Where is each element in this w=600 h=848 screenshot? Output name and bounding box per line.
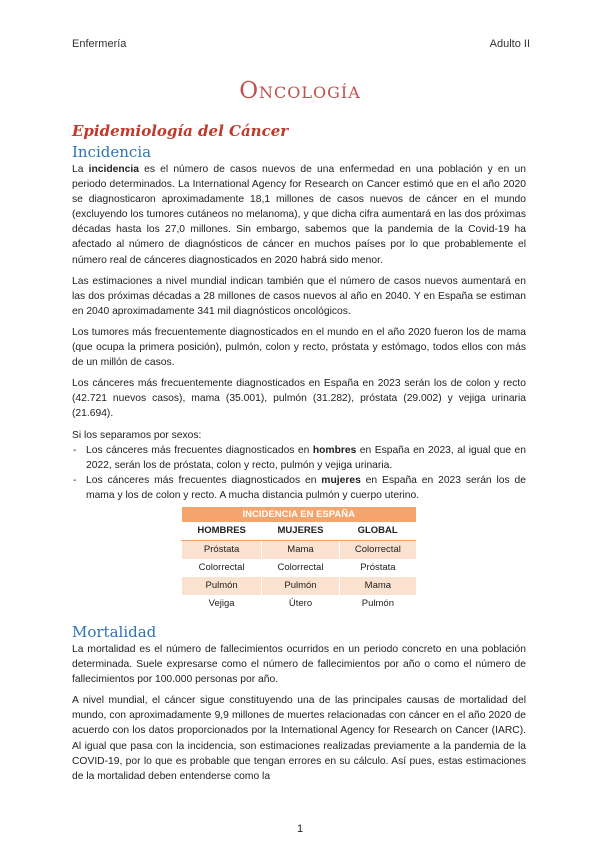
list-item-mujeres: - Los cánceres más frecuentes diagnosticados en mujeres en España en 2023 serán los de mama y los de colon y recto. A mucha distancia pulmón y cuerpo uterino. — [86, 473, 526, 503]
paragraph-tumores-mundo: Los tumores más frecuentemente diagnosticados en el mundo en el año 2020 fueron los de mama (que ocupa la primera posición), pulmón, colon y recto, próstata y estómago, todos ellos con más de un millón de casos. — [72, 326, 526, 369]
table-cell: Pulmón — [182, 577, 262, 595]
subheading-incidencia: Incidencia — [72, 143, 152, 161]
table-caption: INCIDENCIA EN ESPAÑA — [182, 507, 417, 522]
table-cell: Colorrectal — [262, 559, 340, 577]
table-row — [182, 595, 417, 613]
incidence-table — [181, 507, 416, 613]
paragraph-por-sexos: Si los separamos por sexos: — [72, 429, 202, 441]
main-content — [72, 120, 526, 790]
header-subject: Enfermería — [72, 38, 127, 50]
section-heading-epidemiologia: Epidemiología del Cáncer — [72, 122, 289, 140]
column-header-mujeres: MUJERES — [262, 522, 340, 541]
list-item-hombres: - Los cánceres más frecuentes diagnosticados en hombres en España en 2023, al igual que en 2022, serán los de próstata, colon y recto, pulmón y vejiga urinaria. — [86, 443, 526, 473]
page-number: 1 — [296, 823, 304, 835]
page-title: Oncología — [239, 78, 361, 104]
table-cell: Útero — [262, 595, 340, 613]
column-header-hombres: HOMBRES — [182, 522, 262, 541]
sex-bullet-list — [72, 443, 526, 503]
table-cell: Vejiga — [182, 595, 262, 613]
column-header-global: GLOBAL — [339, 522, 416, 541]
paragraph-mortalidad-definition: La mortalidad es el número de fallecimientos ocurridos en un periodo concreto en una población determinada. Suele expresarse como el número de fallecimientos por año o como el número de fallecimientos por 100.000 personas por año. — [72, 643, 526, 686]
table-cell: Mama — [262, 540, 340, 559]
table-cell: Pulmón — [339, 595, 416, 613]
table-row — [182, 559, 417, 577]
table-cell: Próstata — [182, 540, 262, 559]
bold-term-incidencia: incidencia — [88, 164, 139, 175]
table-cell: Próstata — [339, 559, 416, 577]
table-cell: Pulmón — [262, 577, 340, 595]
table-row — [182, 577, 417, 595]
table-cell: Mama — [339, 577, 416, 595]
table-row — [182, 540, 417, 559]
incidence-table-wrapper — [181, 507, 416, 613]
paragraph-mortalidad-mundial: A nivel mundial, el cáncer sigue constituyendo una de las principales causas de mortalidad del mundo, con aproximadamente 9,9 millones de muertes relacionadas con cáncer en el año 2020 de acuerdo con los datos proporcionados por la International Agency for Research on Cancer (IARC). Al igual que pasa con la incidencia, son estimaciones realizadas previamente a la pandemia de la COVID-19, por lo que es probable que tengan errores en su cálculo. Así pues, estas estimaciones de la mortalidad deben entenderse como la — [72, 695, 526, 782]
table-cell: Colorrectal — [339, 540, 416, 559]
table-cell: Colorrectal — [182, 559, 262, 577]
paragraph-estimaciones: Las estimaciones a nivel mundial indican también que el número de casos nuevos aumentará en las dos próximas décadas a 28 millones de casos nuevos al año en 2040. Y en España se estiman en 2040 aproximadamente 341 mil diagnósticos oncológicos. — [72, 275, 526, 317]
paragraph-incidencia-definition: La incidencia es el número de casos nuevos de una enfermedad en una población y en un periodo determinados. La International Agency for Research on Cancer estimó que en el año 2020 se diagnosticaron aproximadamente 18,1 millones de casos nuevos de cáncer en el mundo (excluyendo los tumores cutáneos no melanoma), y que dicha cifra aumentará en las dos próximas décadas hasta los 27,0 millones. Sin embargo, sabemos que la pandemia de la Covid-19 ha afectado al número de diagnósticos de cáncer en muchos países por lo que probablemente el número real de cánceres diagnosticados en 2020 habrá sido menor. — [72, 164, 526, 266]
subheading-mortalidad: Mortalidad — [72, 622, 157, 641]
header-course: Adulto II — [489, 38, 530, 50]
paragraph-canceres-espana: Los cánceres más frecuentemente diagnosticados en España en 2023 serán los de colon y recto (42.721 nuevos casos), mama (35.001), pulmón (31.282), próstata (29.002) y vejiga urinaria (21.694). — [72, 378, 526, 420]
